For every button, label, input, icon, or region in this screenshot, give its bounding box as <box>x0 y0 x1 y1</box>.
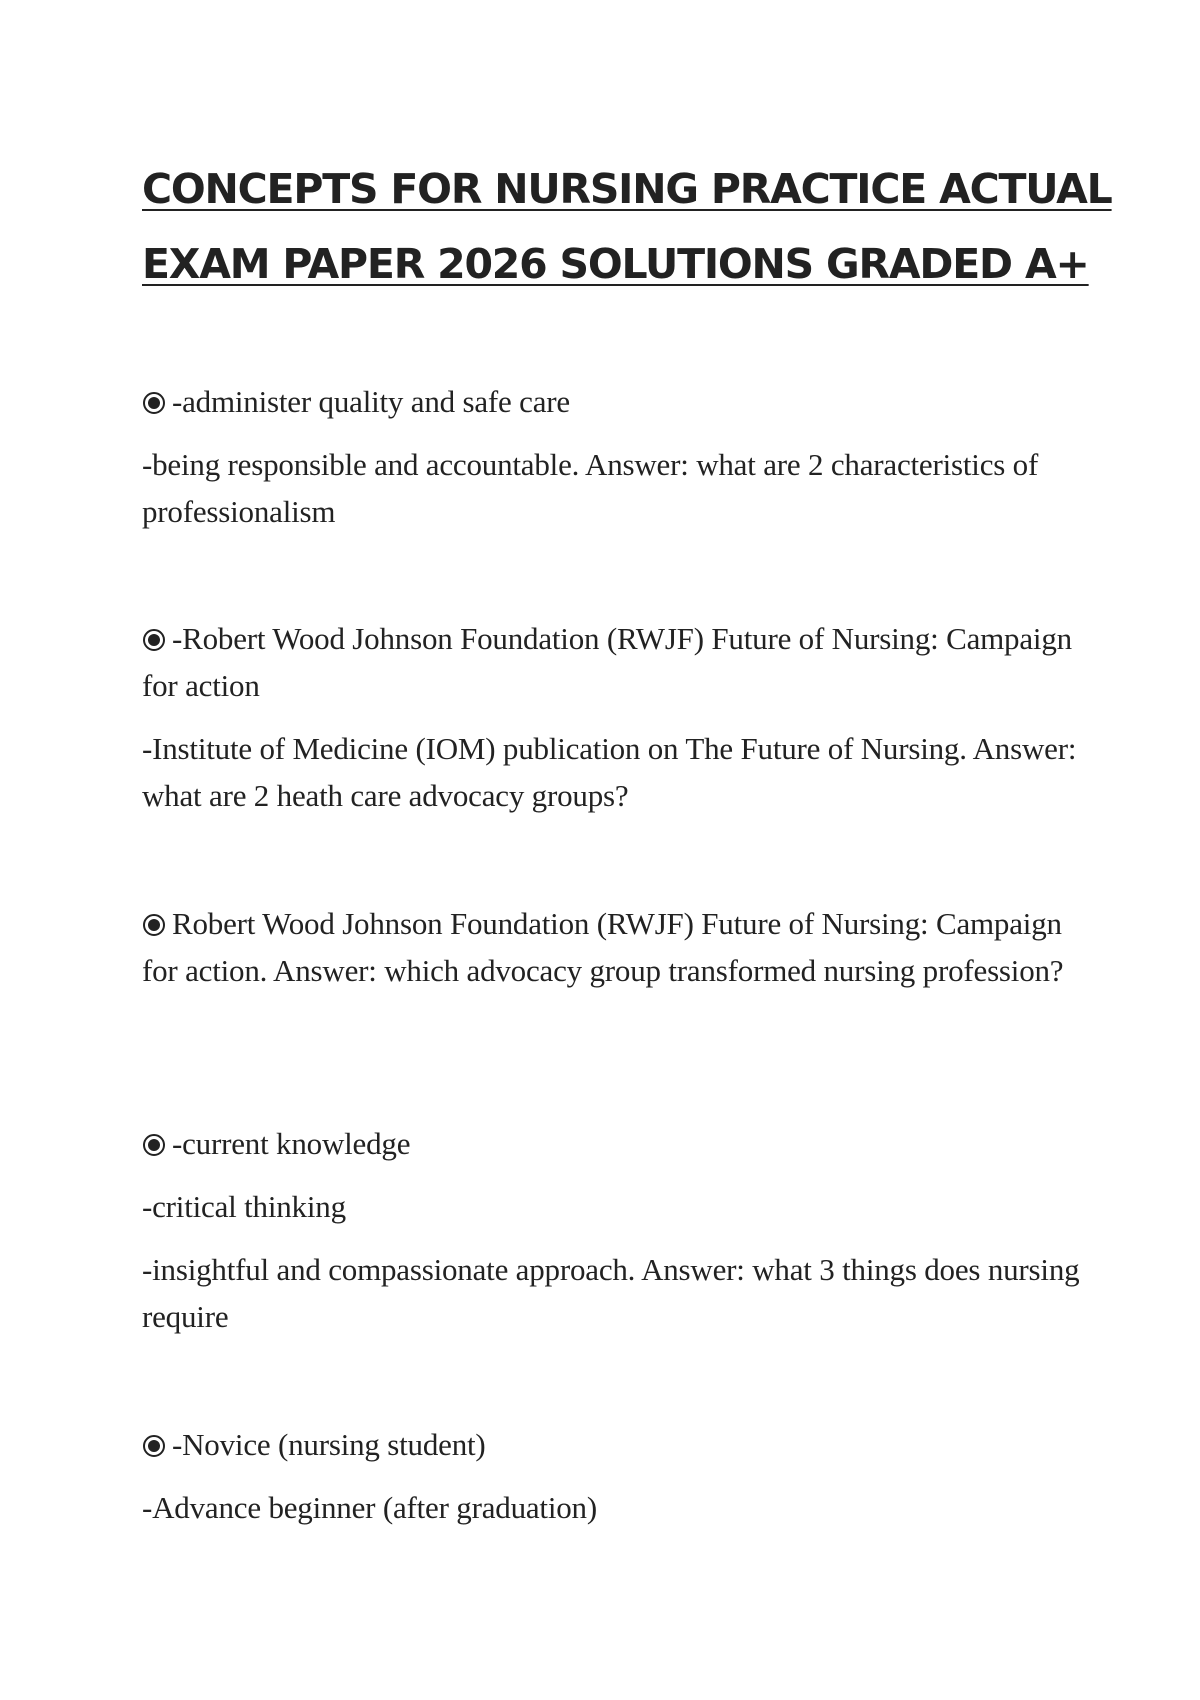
entry-line: -Institute of Medicine (IOM) publication on The Future of Nursing. Answer: what are 2 heath care advocacy groups? <box>142 731 1077 813</box>
radio-bullet-icon <box>142 1434 166 1458</box>
entry-line <box>142 1421 1082 1468</box>
entry-text: -current knowledge <box>172 1126 411 1161</box>
entry-line: -being responsible and accountable. Answer: what are 2 characteristics of professionalism <box>142 447 1039 529</box>
entry-text: -Robert Wood Johnson Foundation (RWJF) Future of Nursing: Campaign for action <box>142 621 1072 703</box>
qa-entry-2 <box>142 615 1082 819</box>
entry-line: -insightful and compassionate approach. Answer: what 3 things does nursing require <box>142 1252 1080 1334</box>
entry-line <box>142 378 1082 425</box>
radio-bullet-icon <box>142 913 166 937</box>
qa-entry-4 <box>142 1120 1082 1340</box>
document-title <box>142 152 1112 302</box>
radio-bullet-icon <box>142 391 166 415</box>
title-line-2: EXAM PAPER 2026 SOLUTIONS GRADED A+ <box>142 240 1089 288</box>
entry-line <box>142 900 1082 994</box>
entry-text: Robert Wood Johnson Foundation (RWJF) Future of Nursing: Campaign for action. Answer: which advocacy group transformed nursing profession? <box>142 906 1064 988</box>
qa-entry-5 <box>142 1421 1082 1531</box>
qa-entry-1 <box>142 378 1082 535</box>
qa-entry-3 <box>142 900 1082 994</box>
radio-bullet-icon <box>142 628 166 652</box>
entry-text: -administer quality and safe care <box>172 384 570 419</box>
entry-text: -Novice (nursing student) <box>172 1427 486 1462</box>
radio-bullet-icon <box>142 1133 166 1157</box>
entry-line <box>142 615 1082 709</box>
entry-line: -Advance beginner (after graduation) <box>142 1490 597 1525</box>
entry-line <box>142 1120 1082 1167</box>
title-line-1: CONCEPTS FOR NURSING PRACTICE ACTUAL <box>142 165 1112 213</box>
entry-line: -critical thinking <box>142 1189 346 1224</box>
